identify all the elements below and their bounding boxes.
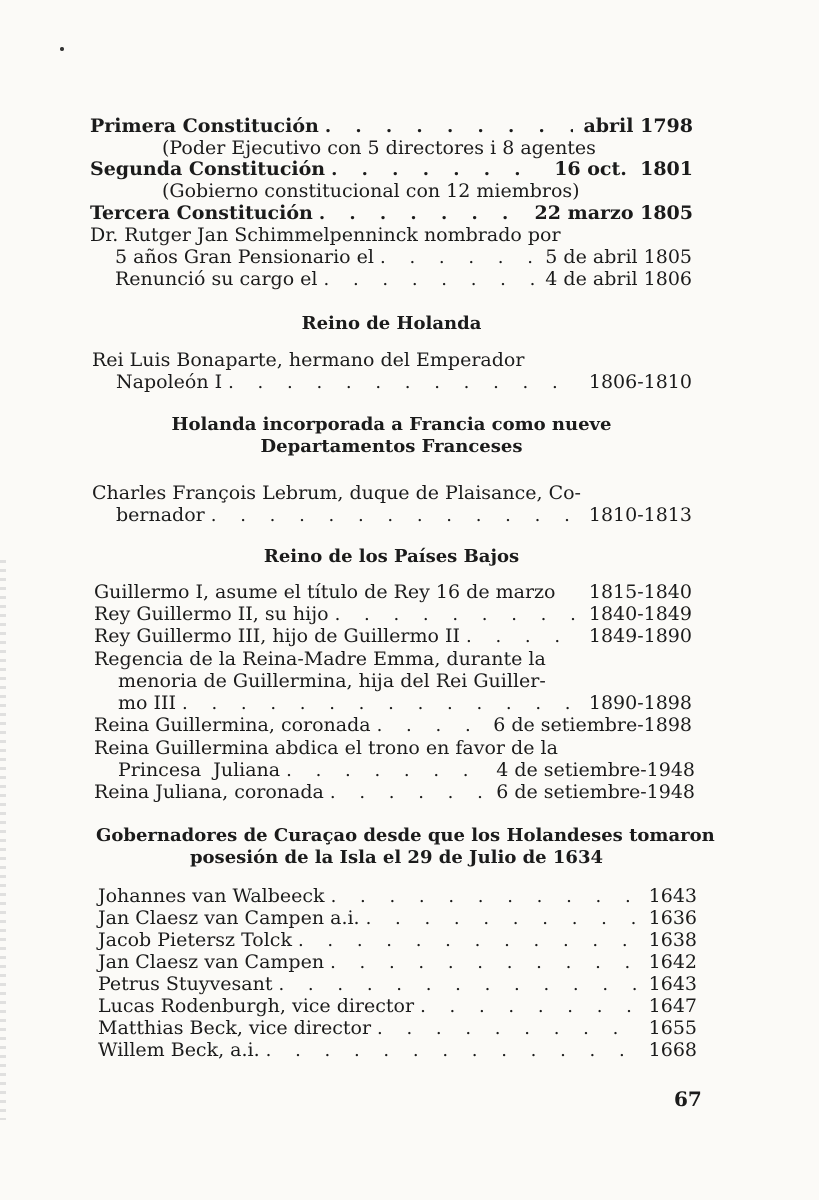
governor-name: Willem Beck, a.i. <box>98 1039 260 1061</box>
section-heading-francia-line2: Departamentos Franceses <box>260 436 523 457</box>
schimmelpenninck-appointed-row <box>115 246 692 269</box>
constitution-row-2 <box>90 158 693 181</box>
regencia-line-1: Regencia de la Reina-Madre Emma, durante la <box>94 648 546 670</box>
entry-date: 1890-1898 <box>588 692 692 714</box>
entry-label: Renunció su cargo el <box>115 268 318 290</box>
leader-dots <box>324 782 486 804</box>
leader-dots <box>222 372 579 394</box>
abdicacion-line-1: Reina Guillermina abdica el trono en favor de la <box>94 737 558 759</box>
constitution-label: Primera Constitución <box>90 115 319 137</box>
entry-date: 5 de abril 1805 <box>545 246 692 268</box>
entry-label: Reina Guillermina, coronada <box>94 714 371 736</box>
entry-label: bernador <box>116 504 205 526</box>
governor-year: 1647 <box>648 995 697 1017</box>
governor-row <box>98 973 697 996</box>
section-heading-francia-line1: Holanda incorporada a Francia como nueve <box>171 414 612 435</box>
leader-dots <box>313 203 525 225</box>
governor-year: 1638 <box>648 929 697 951</box>
leader-dots <box>374 247 535 269</box>
scan-edge-artifact <box>0 560 6 1120</box>
constitution-note: (Gobierno constitucional con 12 miembros) <box>162 180 580 202</box>
leader-dots <box>329 604 579 626</box>
francia-intro: Charles François Lebrum, duque de Plaisance, Co- <box>92 482 581 504</box>
leader-dots <box>205 505 579 527</box>
entry-date: 1849-1890 <box>588 625 692 647</box>
leader-dots <box>371 1018 639 1040</box>
constitution-date: abril 1798 <box>583 115 693 137</box>
entry-label: mo III <box>118 692 177 714</box>
governor-row <box>98 951 697 974</box>
paises-bajos-row <box>118 759 695 782</box>
leader-dots <box>176 693 579 715</box>
section-heading-paises-bajos: Reino de los Países Bajos <box>263 546 520 567</box>
section-heading-gobernadores-line2: posesión de la Isla el 29 de Julio de 1634 <box>189 847 604 868</box>
regencia-line-2: menoria de Guillermina, hija del Rei Guiller- <box>118 670 546 692</box>
paises-bajos-row <box>94 781 695 804</box>
entry-date: 1810-1813 <box>588 504 692 526</box>
paises-bajos-row <box>94 714 692 737</box>
leader-dots <box>325 159 544 181</box>
entry-date: 1840-1849 <box>588 603 692 625</box>
governor-year: 1643 <box>648 973 697 995</box>
entry-date: 6 de setiembre-1948 <box>496 781 695 803</box>
leader-dots <box>414 996 639 1018</box>
governor-year: 1643 <box>648 885 697 907</box>
leader-dots <box>460 626 579 648</box>
leader-dots <box>324 952 639 974</box>
section-heading-gobernadores-line1: Gobernadores de Curaçao desde que los Holandeses tomaron <box>96 825 715 846</box>
leader-dots <box>272 974 638 996</box>
governor-year: 1668 <box>648 1039 697 1061</box>
entry-date: 4 de setiembre-1948 <box>496 759 695 781</box>
leader-dots <box>280 760 486 782</box>
constitution-row-3 <box>90 202 693 225</box>
entry-label: Napoleón I <box>116 371 223 393</box>
governor-row <box>98 929 697 952</box>
governor-year: 1636 <box>648 907 697 929</box>
schimmelpenninck-resigned-row <box>115 268 692 291</box>
entry-date: 1806-1810 <box>588 371 692 393</box>
francia-row <box>116 504 692 527</box>
entry-label: Guillermo I, asume el título de Rey 16 de marzo <box>94 581 556 603</box>
governor-name: Matthias Beck, vice director <box>98 1017 372 1039</box>
governor-row <box>98 1039 697 1062</box>
paises-bajos-row <box>94 603 692 626</box>
entry-date: 6 de setiembre-1898 <box>493 714 692 736</box>
entry-label: Reina Juliana, coronada <box>94 781 324 803</box>
constitution-label: Tercera Constitución <box>90 202 313 224</box>
entry-label: Princesa Juliana <box>118 759 281 781</box>
governor-name: Lucas Rodenburgh, vice director <box>98 995 415 1017</box>
paises-bajos-row <box>94 581 692 603</box>
paises-bajos-row <box>118 692 692 715</box>
entry-label: 5 años Gran Pensionario el <box>115 246 374 268</box>
governor-name: Jan Claesz van Campen a.i. <box>98 907 360 929</box>
entry-label: Rey Guillermo III, hijo de Guillermo II <box>94 625 460 647</box>
governor-year: 1642 <box>648 951 697 973</box>
leader-dots <box>319 116 574 138</box>
page-number: 67 <box>674 1087 702 1111</box>
governor-row <box>98 1017 697 1040</box>
entry-date: 1815-1840 <box>588 581 692 603</box>
leader-dots <box>360 908 639 930</box>
ink-speck <box>60 47 64 51</box>
leader-dots <box>260 1040 639 1062</box>
constitution-date: 22 marzo 1805 <box>534 202 693 224</box>
holanda-intro: Rei Luis Bonaparte, hermano del Emperador <box>92 349 525 371</box>
governor-name: Jacob Pietersz Tolck <box>98 929 292 951</box>
leader-dots <box>292 930 639 952</box>
governor-row <box>98 907 697 930</box>
governor-year: 1655 <box>648 1017 697 1039</box>
schimmelpenninck-intro: Dr. Rutger Jan Schimmelpenninck nombrado por <box>90 224 561 246</box>
constitution-note: (Poder Ejecutivo con 5 directores i 8 agentes <box>162 137 596 159</box>
governor-row <box>98 995 697 1018</box>
governor-name: Petrus Stuyvesant <box>98 973 273 995</box>
governor-row <box>98 885 697 908</box>
leader-dots <box>325 886 639 908</box>
constitution-label: Segunda Constitución <box>90 158 326 180</box>
paises-bajos-row <box>94 625 692 648</box>
governor-name: Johannes van Walbeeck <box>98 885 325 907</box>
holanda-row <box>116 371 692 394</box>
section-heading-holanda: Reino de Holanda <box>301 313 482 334</box>
entry-label: Rey Guillermo II, su hijo <box>94 603 329 625</box>
constitution-row-1 <box>90 115 693 138</box>
constitution-date: 16 oct. 1801 <box>554 158 693 180</box>
governor-name: Jan Claesz van Campen <box>98 951 325 973</box>
entry-date: 4 de abril 1806 <box>545 268 692 290</box>
leader-dots <box>318 269 536 291</box>
leader-dots <box>371 715 484 737</box>
